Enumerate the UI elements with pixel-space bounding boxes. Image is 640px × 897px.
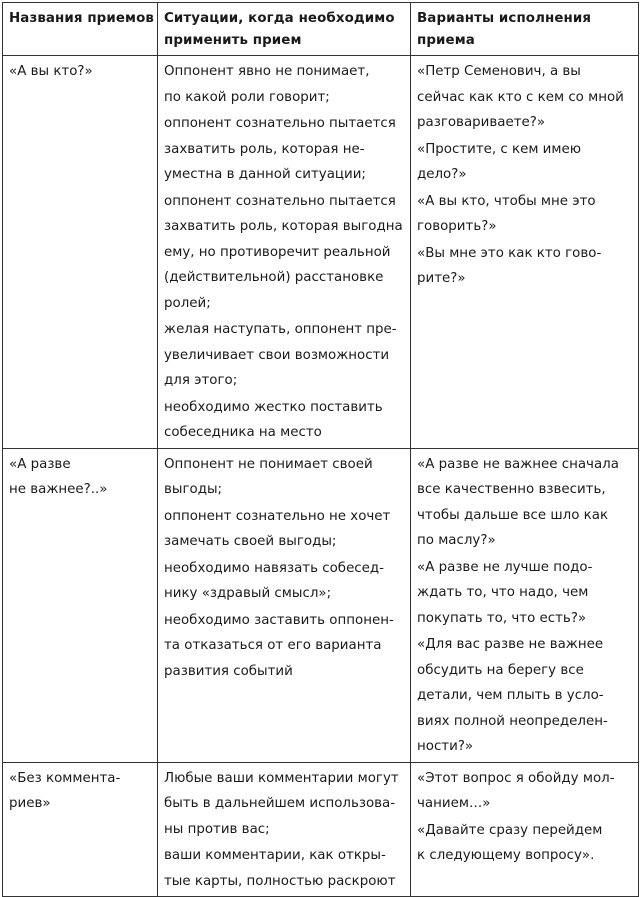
header-text: Ситуации, когда необходимо xyxy=(164,11,395,26)
variant-line: чанием…» xyxy=(417,796,491,811)
variant-line: ности?» xyxy=(417,739,474,754)
header-text: приема xyxy=(417,33,475,48)
variant-line: чтобы дальше все шло как xyxy=(417,507,609,523)
situation-item xyxy=(164,504,405,555)
situation-line: захватить роль, которая выгодна xyxy=(164,219,403,234)
variant-line: по маслу?» xyxy=(417,533,496,548)
situation-line: желая наступать, оппонент пре- xyxy=(164,322,397,337)
situation-line: увеличивает свои возможности xyxy=(164,347,390,363)
variants-cell xyxy=(411,762,639,897)
variant-item xyxy=(417,241,633,292)
situation-line: необходимо навязать собесед- xyxy=(164,560,384,576)
situation-line: необходимо заставить оппонен- xyxy=(164,612,394,628)
technique-name-cell xyxy=(3,762,158,897)
situation-item xyxy=(164,395,405,446)
table-row xyxy=(3,448,639,762)
situation-item xyxy=(164,608,405,685)
variant-line: «Для вас разве не важнее xyxy=(417,637,604,652)
variant-line: «А разве не важнее сначала xyxy=(417,456,619,472)
situation-line: ваши комментарии, как откры- xyxy=(164,848,386,863)
header-text: Варианты исполнения xyxy=(417,11,592,26)
situation-line: уместна в данной ситуации; xyxy=(164,167,366,182)
situation-line: тые карты, полностью раскроют xyxy=(164,873,396,889)
table-header-row xyxy=(3,3,639,56)
variant-item xyxy=(417,137,633,188)
variant-item xyxy=(417,452,633,554)
variant-line: виях полной неопределен- xyxy=(417,713,608,729)
variant-line: «Вы мне это как кто гово- xyxy=(417,245,602,261)
situation-line: оппонент сознательно пытается xyxy=(164,193,396,209)
header-text: Названия приемов xyxy=(9,11,154,26)
variant-line: «А вы кто, чтобы мне это xyxy=(417,193,596,209)
variant-item xyxy=(417,632,633,760)
variant-line: «А разве не лучше подо- xyxy=(417,559,593,575)
technique-name-line: «А разве xyxy=(9,456,71,472)
variant-line: сейчас как кто с кем со мной xyxy=(417,89,624,105)
variant-item xyxy=(417,555,633,632)
variant-line: к следующему вопросу». xyxy=(417,848,595,863)
situation-line: выгоды; xyxy=(164,482,223,497)
situation-line: нику «здравый смысл»; xyxy=(164,586,332,601)
variant-line: обсудить на берегу все xyxy=(417,662,584,678)
situation-line: ролей; xyxy=(164,295,211,311)
situation-line: оппонент сознательно пытается xyxy=(164,116,396,131)
technique-name-line: «А вы кто?» xyxy=(9,64,93,79)
header-situations xyxy=(158,3,411,56)
situations-cell xyxy=(158,762,411,897)
situation-line: захватить роль, которая не- xyxy=(164,141,365,157)
variants-cell xyxy=(411,56,639,449)
situation-item xyxy=(164,317,405,394)
variant-line: говорить?» xyxy=(417,219,497,234)
variant-line: рите?» xyxy=(417,271,466,286)
variant-item xyxy=(417,189,633,240)
technique-name-line: «Без коммента- xyxy=(9,770,121,786)
situation-item xyxy=(164,59,405,110)
situation-line: Любые ваши комментарии могут xyxy=(164,770,399,786)
header-variants xyxy=(411,3,639,56)
technique-name-line: не важнее?..» xyxy=(9,482,108,497)
situations-cell xyxy=(158,56,411,449)
technique-name-cell xyxy=(3,448,158,762)
situation-line: (действительной) расстановке xyxy=(164,270,384,285)
variant-line: все качественно взвесить, xyxy=(417,482,606,497)
situation-line: ему, но противоречит реальной xyxy=(164,244,391,260)
techniques-table xyxy=(2,2,639,897)
variants-cell xyxy=(411,448,639,762)
variant-line: «Петр Семенович, а вы xyxy=(417,64,581,79)
situation-line: по какой роли говорит; xyxy=(164,89,330,105)
variant-item xyxy=(417,818,633,869)
situation-line: для этого; xyxy=(164,373,238,388)
situation-item xyxy=(164,843,405,894)
situation-item xyxy=(164,452,405,503)
variant-line: «Давайте сразу перейдем xyxy=(417,822,603,838)
situation-item xyxy=(164,111,405,188)
table-row xyxy=(3,762,639,897)
situation-line: необходимо жестко поставить xyxy=(164,399,383,415)
situation-line: собеседника на место xyxy=(164,425,322,440)
technique-name-cell xyxy=(3,56,158,449)
situations-cell xyxy=(158,448,411,762)
situation-line: быть в дальнейшем использова- xyxy=(164,796,396,811)
situation-line: ны против вас; xyxy=(164,821,270,837)
header-techniques xyxy=(3,3,158,56)
technique-name-line: риев» xyxy=(9,796,51,811)
situation-line: Оппонент не понимает своей xyxy=(164,456,373,472)
variant-line: разговариваете?» xyxy=(417,115,546,130)
situation-line: та отказаться от его варианта xyxy=(164,638,382,653)
header-text: применить прием xyxy=(164,33,302,48)
variant-line: детали, чем плыть в усло- xyxy=(417,688,604,703)
situation-line: замечать своей выгоды; xyxy=(164,534,337,549)
situation-item xyxy=(164,556,405,607)
variant-item xyxy=(417,766,633,817)
variant-item xyxy=(417,59,633,136)
variant-line: ждать то, что надо, чем xyxy=(417,585,589,600)
variant-line: покупать то, что есть?» xyxy=(417,610,587,626)
situation-line: оппонент сознательно не хочет xyxy=(164,508,391,524)
situation-line: Оппонент явно не понимает, xyxy=(164,64,370,79)
variant-line: «Этот вопрос я обойду мол- xyxy=(417,770,615,786)
situation-line: развития событий xyxy=(164,663,293,679)
situation-item xyxy=(164,766,405,843)
variant-line: дело?» xyxy=(417,167,467,182)
table-row xyxy=(3,56,639,449)
variant-line: «Простите, с кем имею xyxy=(417,141,581,157)
situation-item xyxy=(164,189,405,317)
